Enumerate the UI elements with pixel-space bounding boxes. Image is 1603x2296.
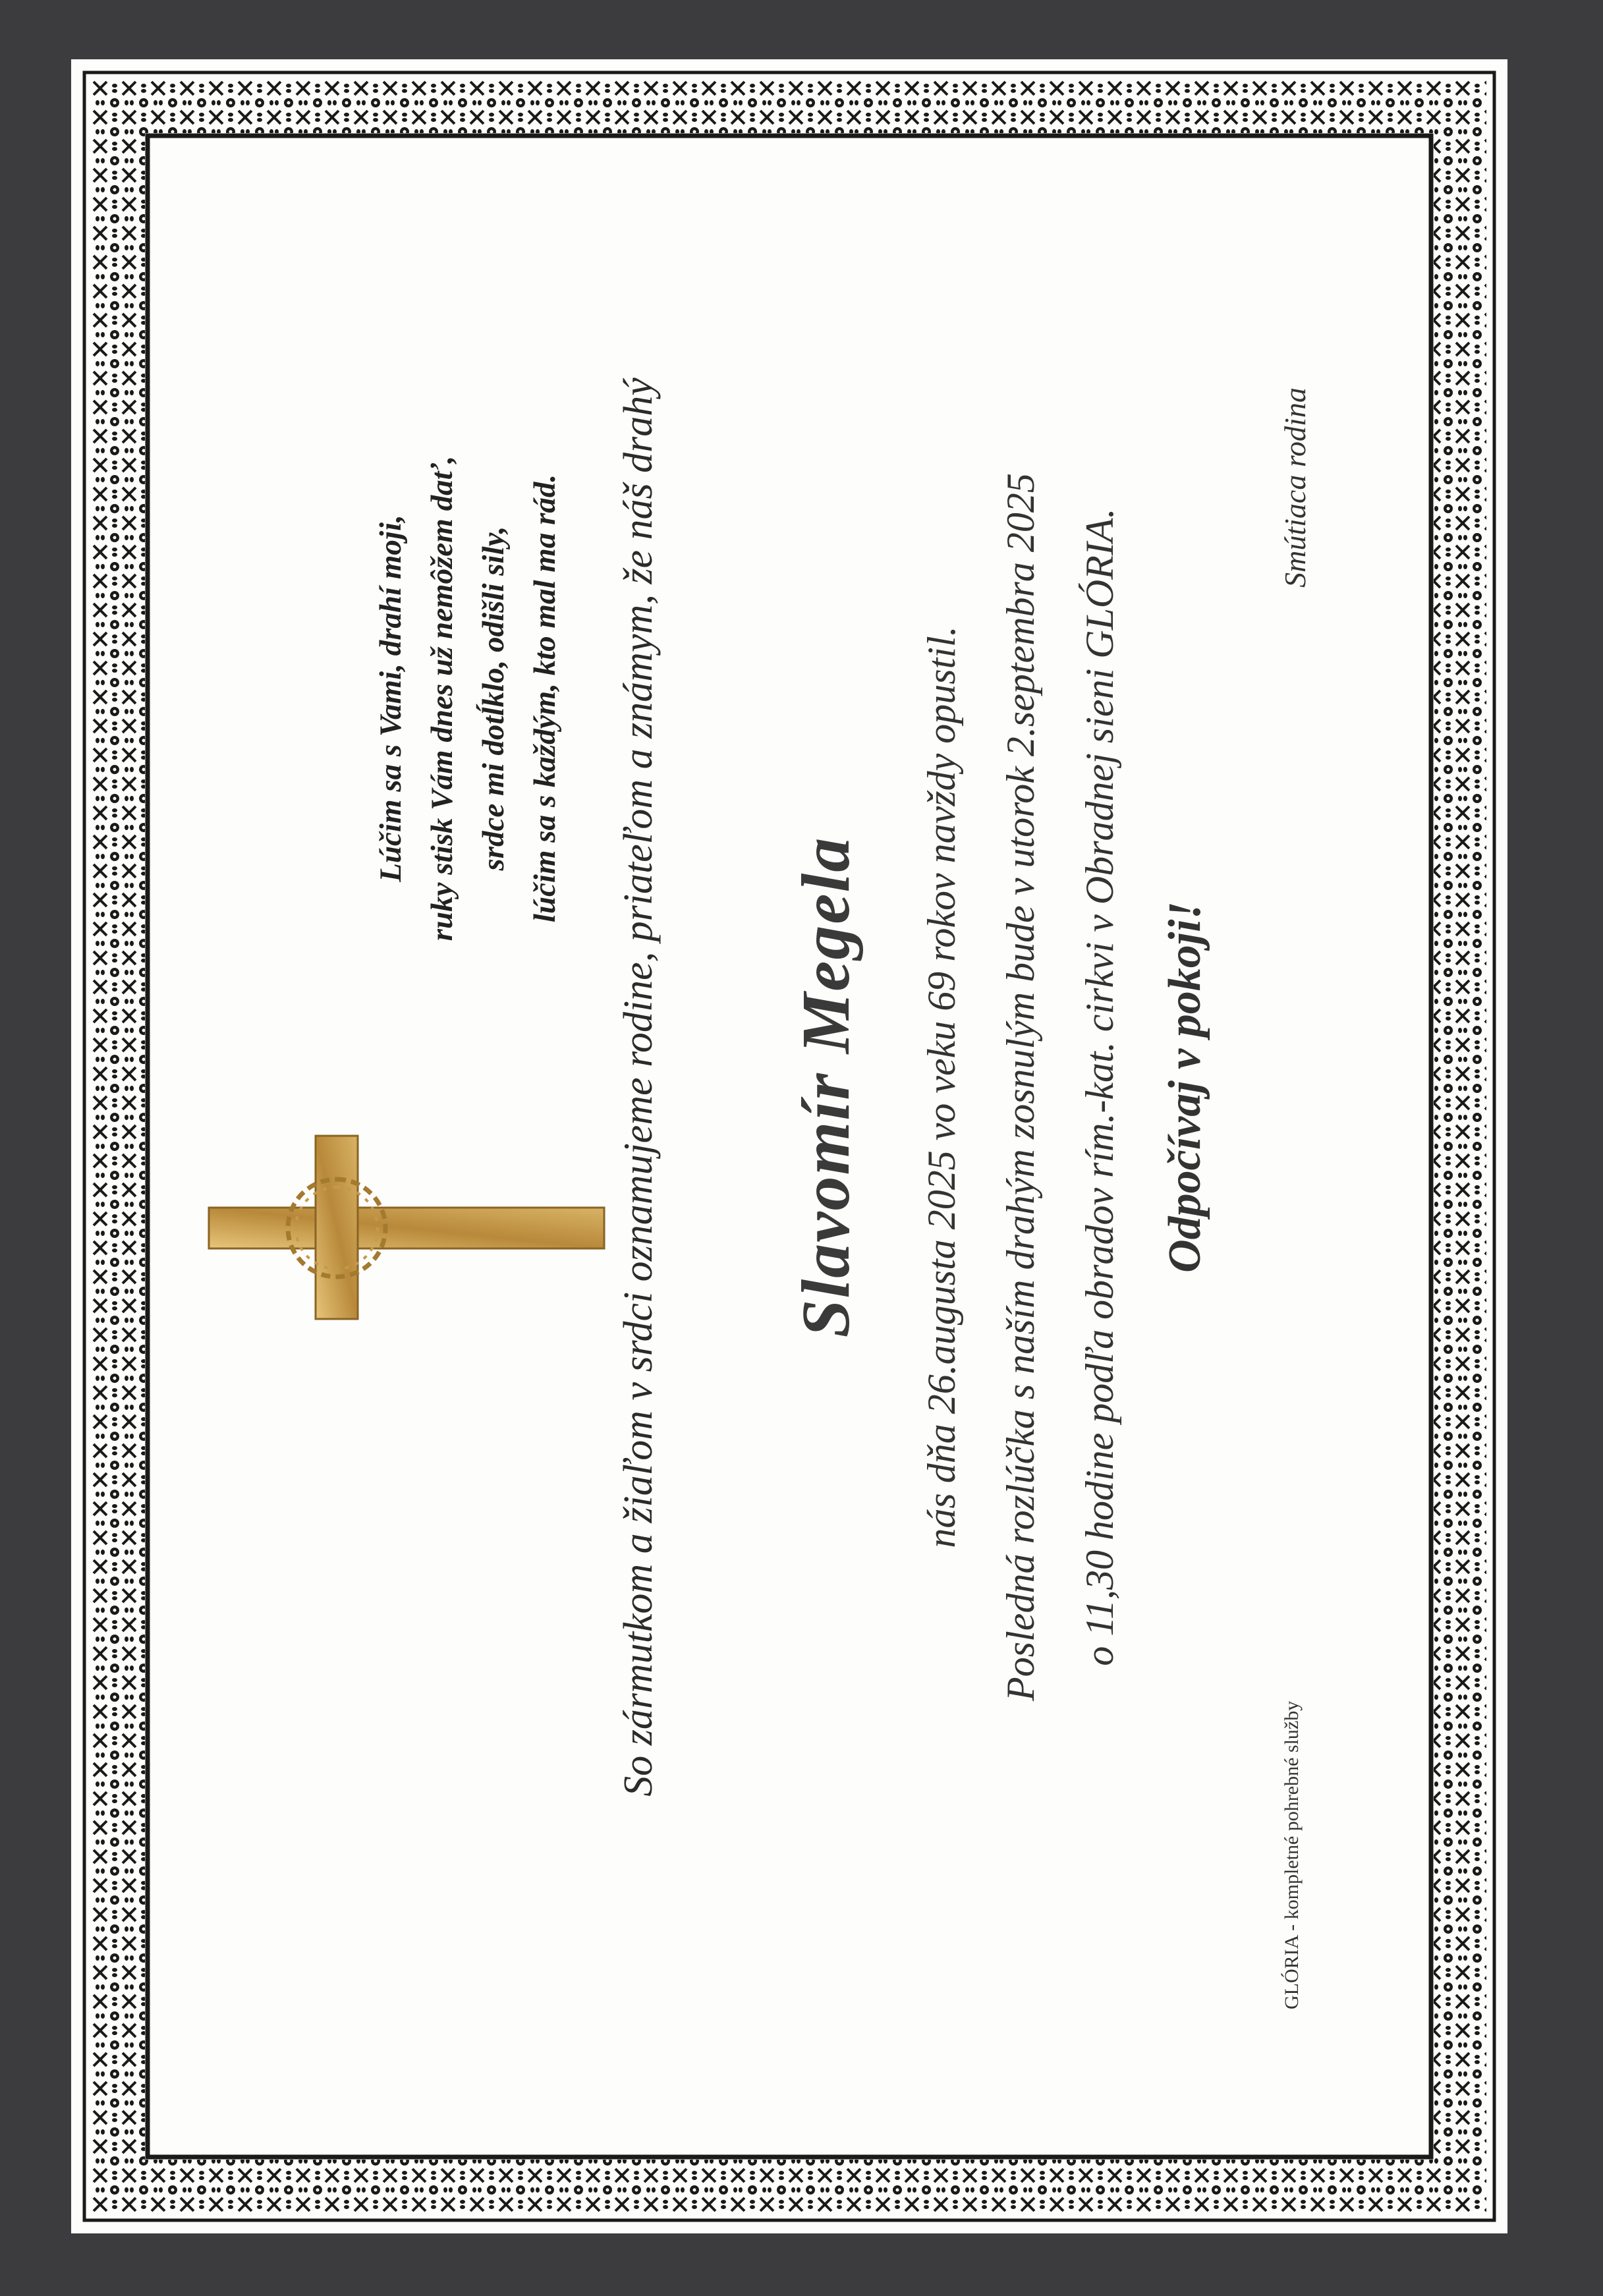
signature: Smútiaca rodina bbox=[1278, 387, 1312, 588]
deceased-name: Slavomír Megela bbox=[788, 836, 864, 1338]
rotated-content bbox=[88, 86, 1347, 2088]
poem bbox=[365, 336, 571, 1061]
poem-line: ruky stisk Vám dnes už nemôžem dať, bbox=[425, 455, 459, 941]
poem-line: Lúčim sa s Vami, drahí moji, bbox=[374, 515, 408, 882]
details-line: nás dňa 26.augusta 2025 vo veku 69 rokov navždy opustil. bbox=[920, 626, 963, 1548]
details-line: o 11,30 hodine podľa obradov rím.-kat. cirkvi v Obradnej sieni GLÓRIA. bbox=[1078, 508, 1121, 1666]
funeral-service-footer: GLÓRIA - kompletné pohrebné služby bbox=[1281, 1700, 1303, 2009]
closing-phrase: Odpočívaj v pokoji! bbox=[1160, 901, 1210, 1273]
announcement-intro: So zármutkom a žiaľom v srdci oznamujeme rodine, priateľom a známym, že náš drahý bbox=[616, 378, 661, 1797]
poem-line: srdce mi dotĺklo, odišli sily, bbox=[476, 526, 511, 871]
gold-cross-icon bbox=[197, 1120, 612, 1331]
details-line: Posledná rozlúčka s naším drahým zosnulým bude v utorok 2.septembra 2025 bbox=[999, 473, 1042, 1701]
funeral-details bbox=[902, 86, 1139, 2088]
poem-line: lúčim sa s každým, kto mal ma rád. bbox=[528, 474, 562, 923]
